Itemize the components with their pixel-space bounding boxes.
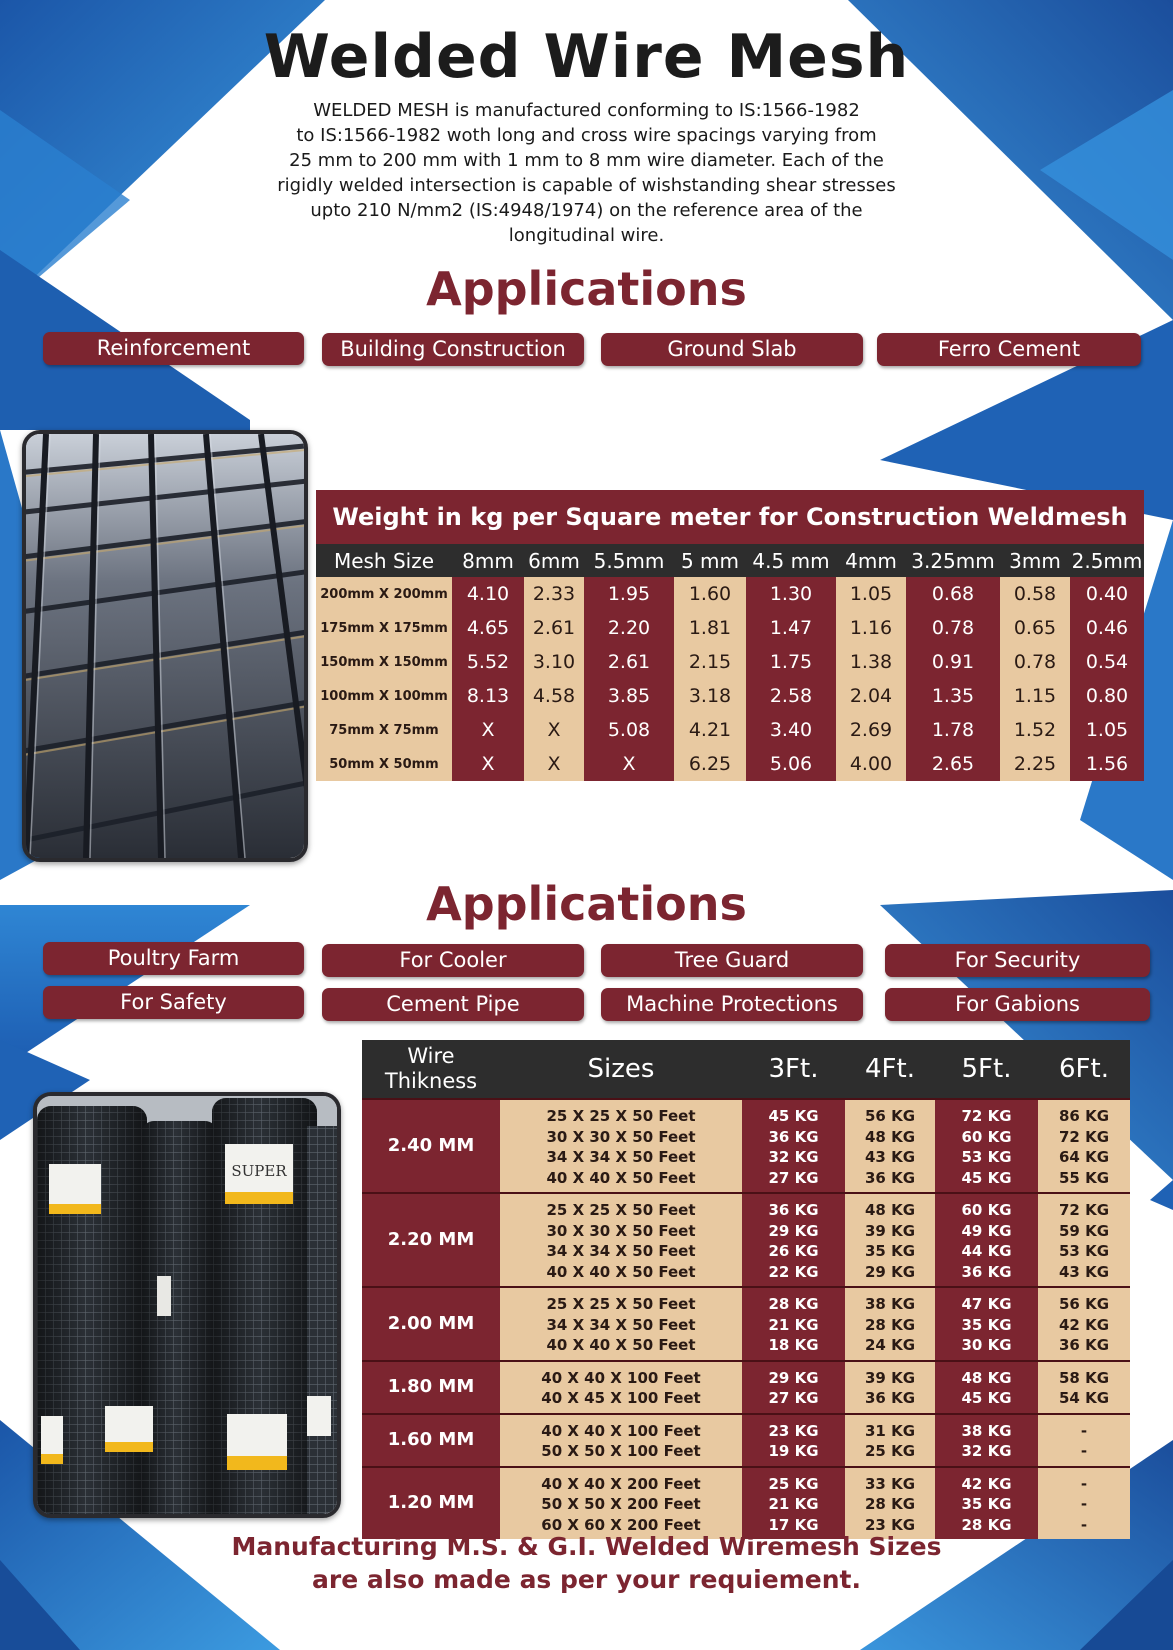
weight-value: 19 KG [768, 1442, 819, 1460]
weight-cell: 3.10 [524, 645, 584, 679]
weight-cell [845, 1287, 935, 1361]
weight-value: 32 KG [961, 1442, 1012, 1460]
table-row [362, 1287, 1130, 1361]
weight-cell [935, 1287, 1038, 1361]
wire-thickness-cell: 1.80 MM [362, 1361, 500, 1414]
weight-value: 30 KG [961, 1336, 1012, 1354]
size-value: 25 X 25 X 50 Feet [546, 1295, 696, 1313]
weight-value: 28 KG [768, 1295, 819, 1313]
mesh-size-cell: 100mm X 100mm [316, 679, 452, 713]
application-pill: For Gabions [885, 988, 1150, 1021]
weight-cell: 4.00 [836, 747, 906, 781]
weight-cell [845, 1193, 935, 1287]
weight-value: - [1080, 1421, 1088, 1440]
size-value: 25 X 25 X 50 Feet [546, 1201, 696, 1219]
weight-cell: 2.58 [746, 679, 836, 713]
size-value: 30 X 30 X 50 Feet [546, 1127, 696, 1146]
weight-value: - [1080, 1442, 1088, 1460]
mesh-size-cell: 175mm X 175mm [316, 611, 452, 645]
weight-value: 36 KG [864, 1168, 916, 1187]
column-header: 5Ft. [935, 1040, 1038, 1099]
weight-value: 39 KG [864, 1368, 916, 1387]
weight-cell: 0.78 [906, 611, 1000, 645]
weight-cell: 4.10 [452, 577, 524, 611]
weight-value: 26 KG [768, 1242, 819, 1260]
wire-thickness-cell: 1.20 MM [362, 1467, 500, 1540]
weight-cell: 2.33 [524, 577, 584, 611]
weight-value: 18 KG [768, 1336, 819, 1354]
weight-value: 28 KG [961, 1515, 1012, 1534]
weight-cell [845, 1361, 935, 1414]
table-row [362, 1193, 1130, 1287]
weight-value: 36 KG [768, 1127, 819, 1146]
applications-heading-2: Applications [426, 877, 747, 931]
weight-value: 36 KG [864, 1389, 916, 1407]
weight-table-caption: Weight in kg per Square meter for Construction Weldmesh [316, 490, 1144, 544]
weight-value: 29 KG [768, 1368, 819, 1387]
column-header: 5 mm [674, 544, 746, 577]
intro-text [230, 98, 943, 248]
weight-cell [935, 1361, 1038, 1414]
weight-value: 24 KG [864, 1336, 916, 1354]
column-header: Mesh Size [316, 544, 452, 577]
size-value: 40 X 45 X 100 Feet [541, 1389, 701, 1407]
column-header: 4mm [836, 544, 906, 577]
footer-note [0, 1530, 1173, 1596]
weight-cell: 0.58 [1000, 577, 1070, 611]
intro-line: upto 210 N/mm2 (IS:4948/1974) on the reference area of the [310, 200, 863, 221]
weight-cell: X [452, 713, 524, 747]
weight-cell: 2.69 [836, 713, 906, 747]
weight-cell [1038, 1414, 1130, 1467]
weight-cell: 1.95 [584, 577, 674, 611]
weight-value: 56 KG [864, 1107, 916, 1125]
weight-value: 45 KG [961, 1389, 1012, 1407]
application-pill: Ground Slab [601, 333, 863, 366]
weight-value: 32 KG [768, 1148, 819, 1166]
intro-line: WELDED MESH is manufactured conforming to IS:1566-1982 [313, 100, 860, 121]
weight-cell: 5.52 [452, 645, 524, 679]
weight-cell: 0.65 [1000, 611, 1070, 645]
weight-value: 35 KG [961, 1495, 1012, 1513]
weight-cell: 3.85 [584, 679, 674, 713]
weight-cell: 1.56 [1070, 747, 1144, 781]
intro-line: 25 mm to 200 mm with 1 mm to 8 mm wire diameter. Each of the [289, 150, 884, 171]
weight-cell [742, 1467, 845, 1540]
wire-thickness-cell: 2.00 MM [362, 1287, 500, 1361]
weight-cell [935, 1193, 1038, 1287]
weight-value: 72 KG [1058, 1127, 1110, 1146]
weight-value: 47 KG [961, 1295, 1012, 1313]
weight-value: 33 KG [864, 1474, 916, 1493]
weight-cell: 1.05 [1070, 713, 1144, 747]
weight-cell: X [524, 713, 584, 747]
weight-cell: 1.60 [674, 577, 746, 611]
weight-cell: 8.13 [452, 679, 524, 713]
weight-value: 48 KG [864, 1201, 916, 1219]
weight-value: 53 KG [1058, 1242, 1110, 1260]
weight-cell: 3.18 [674, 679, 746, 713]
weight-cell [742, 1099, 845, 1193]
column-header: 3Ft. [742, 1040, 845, 1099]
weight-value: 31 KG [864, 1421, 916, 1440]
size-value: 40 X 40 X 50 Feet [546, 1168, 696, 1187]
weight-cell: 1.16 [836, 611, 906, 645]
column-header: Wire Thikness [362, 1040, 500, 1099]
weight-value: 43 KG [1058, 1262, 1110, 1281]
weight-value: 72 KG [1058, 1201, 1110, 1219]
weight-value: 23 KG [864, 1515, 916, 1534]
column-header: 8mm [452, 544, 524, 577]
table-row [362, 1361, 1130, 1414]
weight-table [316, 490, 1144, 781]
size-value: 40 X 40 X 100 Feet [541, 1368, 701, 1387]
weight-cell [742, 1287, 845, 1361]
wire-thickness-cell: 1.60 MM [362, 1414, 500, 1467]
roll-table-body [362, 1099, 1130, 1539]
column-header: 6mm [524, 544, 584, 577]
column-header: 4.5 mm [746, 544, 836, 577]
weight-value: 27 KG [768, 1389, 819, 1407]
weight-value: 42 KG [1058, 1315, 1110, 1334]
roll-table-header [362, 1040, 1130, 1099]
weight-value: 21 KG [768, 1495, 819, 1513]
weight-value: 36 KG [961, 1262, 1012, 1281]
application-pill: Machine Protections [601, 988, 863, 1021]
size-cell [500, 1361, 742, 1414]
size-cell [500, 1287, 742, 1361]
weight-cell [845, 1099, 935, 1193]
table-row [316, 747, 1144, 781]
size-cell [500, 1467, 742, 1540]
weight-cell: 1.78 [906, 713, 1000, 747]
weight-cell: 2.65 [906, 747, 1000, 781]
weldmesh-photo [22, 430, 308, 862]
weight-value: 56 KG [1058, 1295, 1110, 1313]
footer-line: are also made as per your requiement. [312, 1565, 861, 1594]
weight-cell: X [584, 747, 674, 781]
weight-cell: 2.25 [1000, 747, 1070, 781]
weight-value: 22 KG [768, 1262, 819, 1281]
table-row [316, 679, 1144, 713]
weight-cell: 2.61 [524, 611, 584, 645]
size-value: 40 X 40 X 100 Feet [541, 1421, 701, 1440]
table-row [316, 713, 1144, 747]
weight-cell: 0.46 [1070, 611, 1144, 645]
weight-value: 27 KG [768, 1168, 819, 1187]
weight-value: 48 KG [864, 1127, 916, 1146]
application-pill: Ferro Cement [877, 333, 1141, 366]
weight-cell: 1.47 [746, 611, 836, 645]
weight-cell: 6.25 [674, 747, 746, 781]
table-row [362, 1099, 1130, 1193]
column-header: 3mm [1000, 544, 1070, 577]
weight-cell: 4.21 [674, 713, 746, 747]
weight-cell: 2.15 [674, 645, 746, 679]
application-pill: Tree Guard [601, 944, 863, 977]
size-value: 60 X 60 X 200 Feet [541, 1515, 701, 1534]
weight-cell: 1.35 [906, 679, 1000, 713]
weight-cell: 1.52 [1000, 713, 1070, 747]
size-value: 34 X 34 X 50 Feet [546, 1315, 696, 1334]
size-cell [500, 1193, 742, 1287]
intro-line: to IS:1566-1982 woth long and cross wire spacings varying from [296, 125, 877, 146]
table-row [316, 645, 1144, 679]
weight-value: 72 KG [961, 1107, 1012, 1125]
weight-value: 28 KG [864, 1315, 916, 1334]
mesh-size-cell: 50mm X 50mm [316, 747, 452, 781]
weight-cell [742, 1193, 845, 1287]
weight-value: - [1080, 1495, 1088, 1513]
weight-value: 29 KG [768, 1221, 819, 1240]
weight-cell: 1.15 [1000, 679, 1070, 713]
weight-cell: 5.08 [584, 713, 674, 747]
weight-table-header [316, 544, 1144, 577]
size-value: 34 X 34 X 50 Feet [546, 1242, 696, 1260]
column-header: 3.25mm [906, 544, 1000, 577]
application-pill: Reinforcement [43, 332, 304, 365]
mesh-size-cell: 200mm X 200mm [316, 577, 452, 611]
weight-cell: 2.04 [836, 679, 906, 713]
weight-value: 43 KG [864, 1148, 916, 1166]
weight-value: 60 KG [961, 1201, 1012, 1219]
size-cell [500, 1414, 742, 1467]
weight-cell [1038, 1099, 1130, 1193]
size-value: 50 X 50 X 200 Feet [541, 1495, 701, 1513]
weight-value: 23 KG [768, 1421, 819, 1440]
weight-value: 49 KG [961, 1221, 1012, 1240]
weight-cell: 0.68 [906, 577, 1000, 611]
weight-cell: 4.65 [452, 611, 524, 645]
weight-value: 39 KG [864, 1221, 916, 1240]
column-header: 2.5mm [1070, 544, 1144, 577]
weight-value: 45 KG [961, 1168, 1012, 1187]
weight-cell: 0.80 [1070, 679, 1144, 713]
page-title: Welded Wire Mesh [263, 22, 910, 92]
weight-value: 58 KG [1058, 1368, 1110, 1387]
application-pill: Building Construction [322, 333, 584, 366]
weight-cell: 0.78 [1000, 645, 1070, 679]
weight-value: 25 KG [768, 1474, 819, 1493]
weight-cell: 1.75 [746, 645, 836, 679]
weight-value: 17 KG [768, 1515, 819, 1534]
column-header: 5.5mm [584, 544, 674, 577]
weight-value: 29 KG [864, 1262, 916, 1281]
weight-cell [845, 1467, 935, 1540]
weight-cell [1038, 1193, 1130, 1287]
weight-cell [935, 1414, 1038, 1467]
applications-heading: Applications [426, 262, 747, 316]
size-value: 40 X 40 X 50 Feet [546, 1336, 696, 1354]
weight-cell [845, 1414, 935, 1467]
size-value: 40 X 40 X 200 Feet [541, 1474, 701, 1493]
weight-value: 35 KG [961, 1315, 1012, 1334]
weight-cell: 0.54 [1070, 645, 1144, 679]
weight-cell: X [524, 747, 584, 781]
weight-value: 64 KG [1058, 1148, 1110, 1166]
weight-cell: 1.05 [836, 577, 906, 611]
intro-line: longitudinal wire. [508, 225, 665, 246]
column-header: 6Ft. [1038, 1040, 1130, 1099]
weight-cell: 1.38 [836, 645, 906, 679]
weight-value: 44 KG [961, 1242, 1012, 1260]
table-row [316, 577, 1144, 611]
weight-value: 36 KG [1058, 1336, 1110, 1354]
footer-line: Manufacturing M.S. & G.I. Welded Wiremesh Sizes [231, 1532, 942, 1561]
weight-table-body [316, 577, 1144, 781]
weight-cell: X [452, 747, 524, 781]
size-cell [500, 1099, 742, 1193]
weight-value: - [1080, 1474, 1088, 1493]
weight-value: 54 KG [1058, 1389, 1110, 1407]
weight-value: 59 KG [1058, 1221, 1110, 1240]
weight-value: 86 KG [1058, 1107, 1110, 1125]
weight-value: 25 KG [864, 1442, 916, 1460]
weight-value: 55 KG [1058, 1168, 1110, 1187]
weight-value: 53 KG [961, 1148, 1012, 1166]
table-row [362, 1414, 1130, 1467]
table-row [362, 1467, 1130, 1540]
intro-line: rigidly welded intersection is capable of wishstanding shear stresses [277, 175, 896, 196]
weight-value: - [1080, 1515, 1088, 1534]
mesh-size-cell: 150mm X 150mm [316, 645, 452, 679]
weight-cell [1038, 1287, 1130, 1361]
mesh-size-cell: 75mm X 75mm [316, 713, 452, 747]
weight-value: 38 KG [864, 1295, 916, 1313]
weight-cell: 2.20 [584, 611, 674, 645]
weight-cell [1038, 1467, 1130, 1540]
application-pill: Poultry Farm [43, 942, 304, 975]
weight-value: 35 KG [864, 1242, 916, 1260]
weight-value: 45 KG [768, 1107, 819, 1125]
size-value: 34 X 34 X 50 Feet [546, 1148, 696, 1166]
roll-weight-table [362, 1040, 1130, 1539]
weight-value: 42 KG [961, 1474, 1012, 1493]
weight-cell: 3.40 [746, 713, 836, 747]
application-pill: For Security [885, 944, 1150, 977]
weight-cell [1038, 1361, 1130, 1414]
weight-value: 36 KG [768, 1201, 819, 1219]
application-pill: For Cooler [322, 944, 584, 977]
application-pill: For Safety [43, 986, 304, 1019]
weight-cell: 2.61 [584, 645, 674, 679]
column-header: 4Ft. [845, 1040, 935, 1099]
size-value: 50 X 50 X 100 Feet [541, 1442, 701, 1460]
weight-value: 60 KG [961, 1127, 1012, 1146]
wire-mesh-rolls-photo [33, 1092, 341, 1518]
table-row [316, 611, 1144, 645]
weight-value: 28 KG [864, 1495, 916, 1513]
wire-thickness-cell: 2.20 MM [362, 1193, 500, 1287]
weight-cell: 4.58 [524, 679, 584, 713]
wire-thickness-cell: 2.40 MM [362, 1099, 500, 1193]
size-value: 25 X 25 X 50 Feet [546, 1107, 696, 1125]
weight-cell [742, 1361, 845, 1414]
weight-cell: 1.30 [746, 577, 836, 611]
photo-label: SUPER [231, 1162, 287, 1180]
weight-cell [935, 1099, 1038, 1193]
weight-cell: 1.81 [674, 611, 746, 645]
size-value: 30 X 30 X 50 Feet [546, 1221, 696, 1240]
weight-cell: 0.91 [906, 645, 1000, 679]
application-pill: Cement Pipe [322, 988, 584, 1021]
size-value: 40 X 40 X 50 Feet [546, 1262, 696, 1281]
weight-value: 21 KG [768, 1315, 819, 1334]
weight-value: 38 KG [961, 1421, 1012, 1440]
weight-value: 48 KG [961, 1368, 1012, 1387]
weight-cell [742, 1414, 845, 1467]
weight-cell [935, 1467, 1038, 1540]
weight-cell: 5.06 [746, 747, 836, 781]
weight-cell: 0.40 [1070, 577, 1144, 611]
column-header: Sizes [500, 1040, 742, 1099]
